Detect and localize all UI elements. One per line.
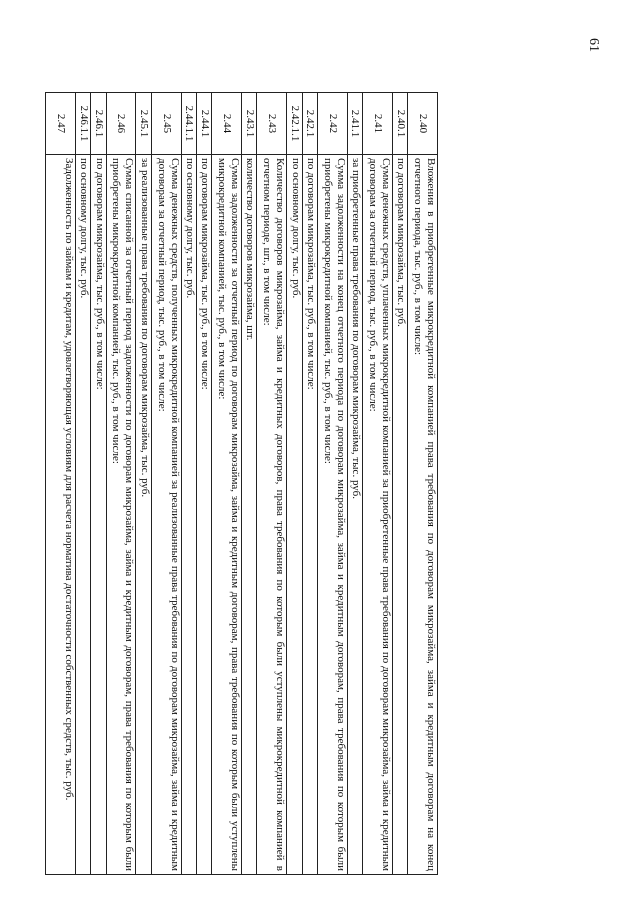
table-row (212, 93, 242, 875)
row-description: за реализованные права требования по договорам микрозайма, тыс. руб. (136, 155, 151, 875)
table-row (196, 93, 211, 875)
table-row (136, 93, 151, 875)
table-row (106, 93, 136, 875)
page-number: 61 (586, 38, 601, 52)
table-row (317, 93, 347, 875)
row-description: Вложения в приобретенные микрокредитной компанией права требования по договорам микрозайма, займа и кредитным договорам на конец отчетного периода, тыс. руб., в том числе: (408, 155, 438, 875)
row-description: Сумма списанной за отчетный период задолженности по договорам микрозайма, займа и кредитным договорам, права требования по которым были приобретены микрокредитной компанией, тыс. руб., в том числе: (106, 155, 136, 875)
row-number: 2.44.1.1 (181, 93, 196, 155)
table-row (408, 93, 438, 875)
row-number: 2.44.1 (196, 93, 211, 155)
row-description: по основному долгу, тыс. руб. (181, 155, 196, 875)
row-number: 2.43 (257, 93, 287, 155)
row-description: количество договоров микрозайма, шт. (242, 155, 257, 875)
row-number: 2.46 (106, 93, 136, 155)
table-row (151, 93, 181, 875)
row-number: 2.45.1 (136, 93, 151, 155)
row-number: 2.42 (317, 93, 347, 155)
row-number: 2.41.1 (347, 93, 362, 155)
row-description: Сумма денежных средств, уплаченных микрокредитной компанией за приобретенные права требования по договорам микрозайма, займа и кредитным договорам за отчетный период, тыс. руб., в том числе: (363, 155, 393, 875)
row-description: Сумма задолженности за отчетный период по договорам микрозайма, займа и кредитным договорам, права требования по которым были уступлены микрокредитной компанией, тыс. руб., в том числе: (212, 155, 242, 875)
table-row (392, 93, 407, 875)
row-number: 2.47 (46, 93, 76, 155)
row-number: 2.43.1 (242, 93, 257, 155)
row-number: 2.40.1 (392, 93, 407, 155)
table-row (302, 93, 317, 875)
table-row (347, 93, 362, 875)
row-description: по договорам микрозайма, тыс. руб., в том числе: (196, 155, 211, 875)
table-row (287, 93, 302, 875)
row-number: 2.40 (408, 93, 438, 155)
row-description: Сумма задолженности на конец отчетного периода по договорам микрозайма, займа и кредитным договорам, права требования по которым были приобретены микрокредитной компанией, тыс. руб., в том числе: (317, 155, 347, 875)
row-description: Сумма денежных средств, полученных микрокредитной компанией за реализованные права требования по договорам микрозайма, займа и кредитным договорам за отчетный период, тыс. руб., в том числе: (151, 155, 181, 875)
row-number: 2.45 (151, 93, 181, 155)
row-number: 2.46.1 (91, 93, 106, 155)
row-number: 2.42.1.1 (287, 93, 302, 155)
table-row (242, 93, 257, 875)
table-row (181, 93, 196, 875)
table-row (363, 93, 393, 875)
table-row (46, 93, 76, 875)
table-row (257, 93, 287, 875)
row-description: Задолженность по займам и кредитам, удовлетворяющая условиям для расчета норматива достаточности собственных средств, тыс. руб. (46, 155, 76, 875)
table-row (91, 93, 106, 875)
row-number: 2.41 (363, 93, 393, 155)
rotated-table-container (45, 92, 438, 875)
row-number: 2.42.1 (302, 93, 317, 155)
row-number: 2.44 (212, 93, 242, 155)
row-number: 2.46.1.1 (75, 93, 90, 155)
row-description: по договорам микрозайма, тыс. руб., в том числе: (302, 155, 317, 875)
row-description: за приобретенные права требования по договорам микрозайма, тыс. руб. (347, 155, 362, 875)
row-description: Количество договоров микрозайма, займа и кредитных договоров, права требования по которым были уступлены микрокредитной компанией в отчетном периоде, шт., в том числе: (257, 155, 287, 875)
row-description: по договорам микрозайма, тыс. руб., в том числе: (91, 155, 106, 875)
row-description: по основному долгу, тыс. руб. (75, 155, 90, 875)
row-description: по основному долгу, тыс. руб. (287, 155, 302, 875)
row-description: по договорам микрозайма, тыс. руб. (392, 155, 407, 875)
indicators-table (45, 92, 438, 875)
table-row (75, 93, 90, 875)
